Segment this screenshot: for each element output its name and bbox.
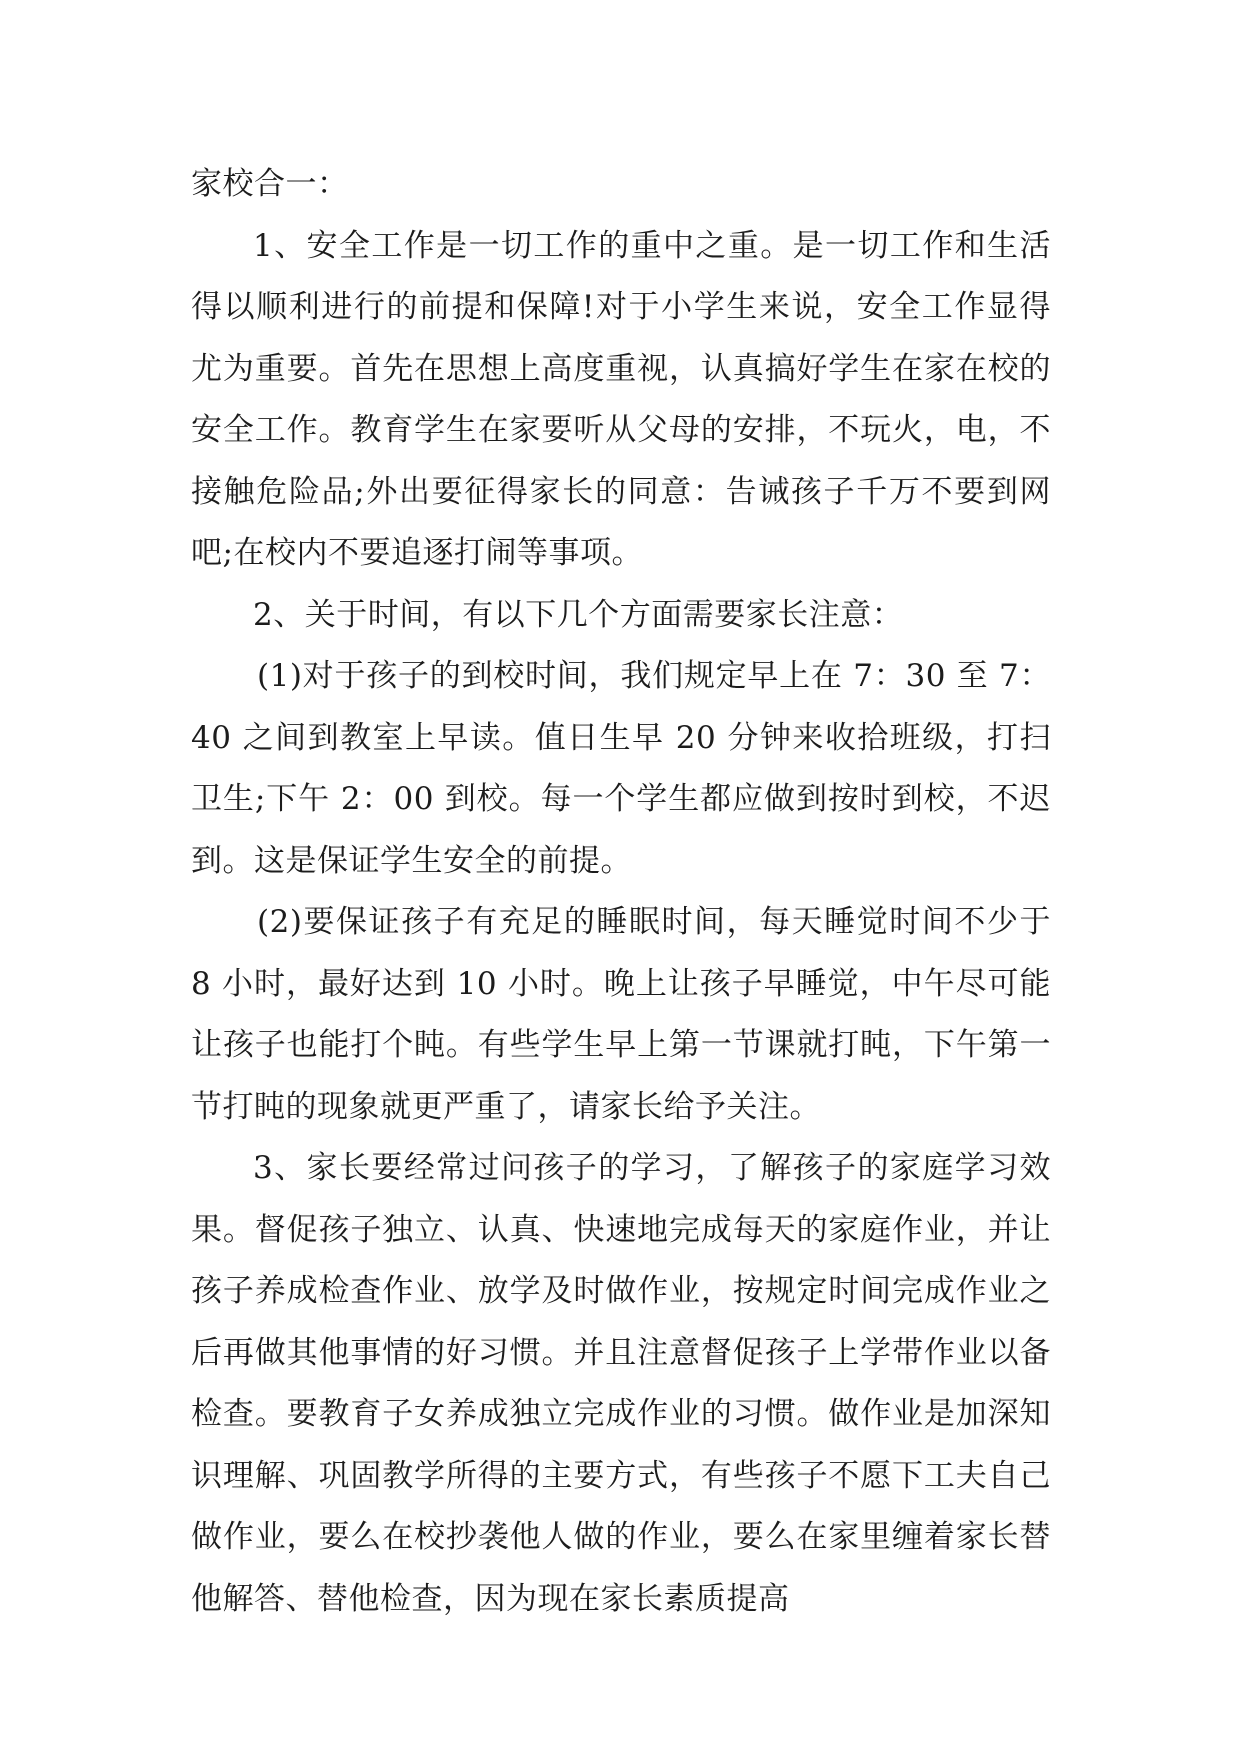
section-heading: 家校合一： <box>191 166 349 202</box>
paragraph-time-intro: 2、关于时间，有以下几个方面需要家长注意： <box>253 596 904 633</box>
document-body <box>191 154 1051 1630</box>
paragraph-homework: 3、家长要经常过问孩子的学习，了解孩子的家庭学习效果。督促孩子独立、认真、快速地完成每天的家庭作业，并让孩子养成检查作业、放学及时做作业，按规定时间完成作业之后再做其他事情的好习惯。并且注意督促孩子上学带作业以备检查。要教育子女养成独立完成作业的习惯。做作业是加深知识理解、巩固教学所得的主要方式，有些孩子不愿下工夫自己做作业，要么在校抄袭他人做的作业，要么在家里缠着家长替他解答、替他检查，因为现在家长素质提高 <box>191 1150 1051 1617</box>
paragraph-safety: 1、安全工作是一切工作的重中之重。是一切工作和生活得以顺利进行的前提和保障!对于小学生来说，安全工作显得尤为重要。首先在思想上高度重视，认真搞好学生在家在校的安全工作。教育学生在家要听从父母的安排，不玩火，电，不接触危险品;外出要征得家长的同意：告诫孩子千万不要到网吧;在校内不要追逐打闹等事项。 <box>191 227 1051 571</box>
paragraph-arrival-time: (1)对于孩子的到校时间，我们规定早上在 7：30 至 7：40 之间到教室上早读。值日生早 20 分钟来收拾班级，打扫卫生;下午 2：00 到校。每一个学生都应做到按时到校，不迟到。这是保证学生安全的前提。 <box>191 658 1051 879</box>
paragraph-sleep-time: (2)要保证孩子有充足的睡眠时间，每天睡觉时间不少于 8 小时，最好达到 10 小时。晚上让孩子早睡觉，中午尽可能让孩子也能打个盹。有些学生早上第一节课就打盹，下午第一节打盹的现象就更严重了，请家长给予关注。 <box>191 904 1051 1125</box>
